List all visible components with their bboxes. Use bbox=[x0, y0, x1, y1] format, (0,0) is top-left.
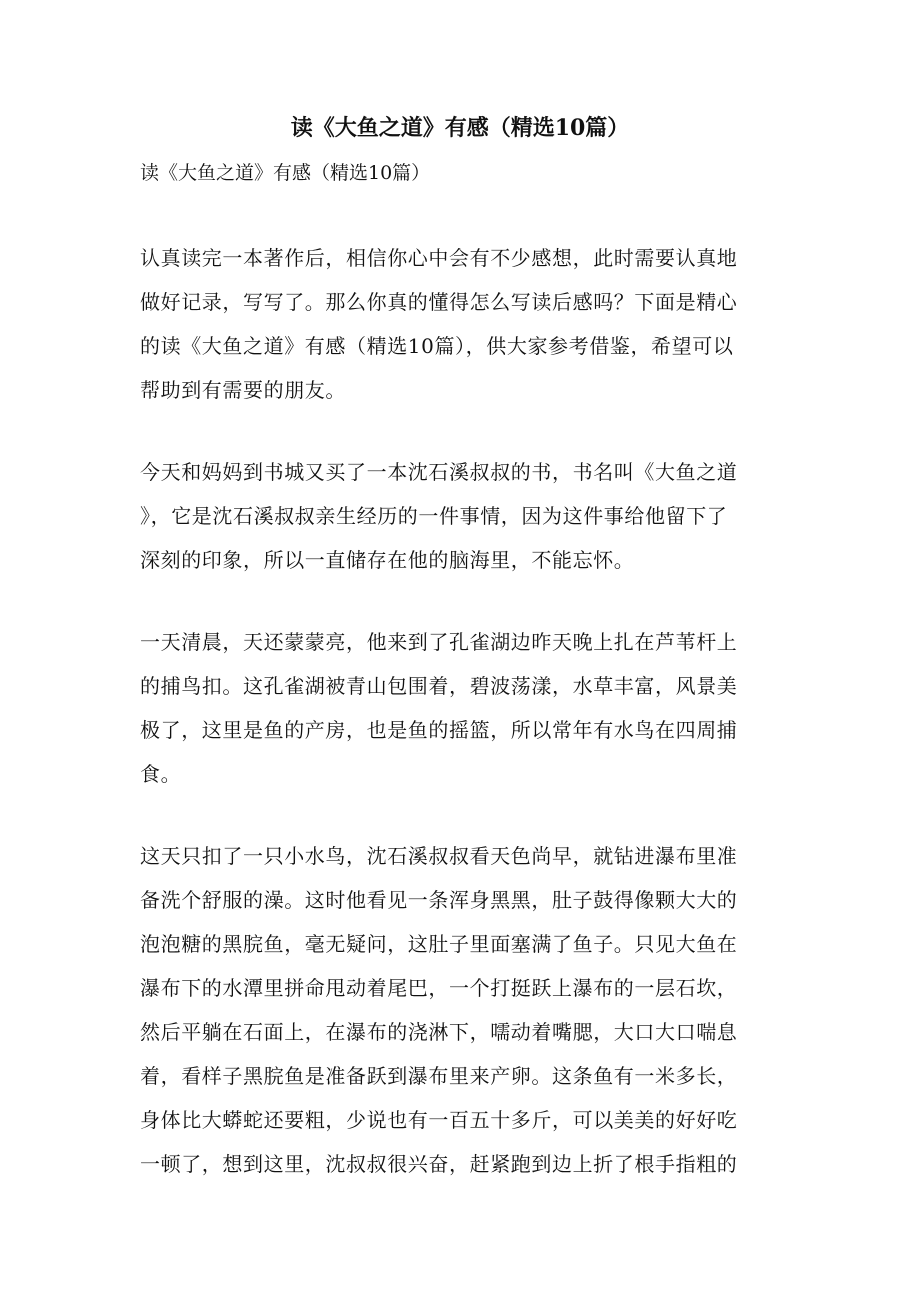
paragraph bbox=[140, 834, 772, 1186]
text-line: 食。 bbox=[140, 762, 182, 786]
text-line: 》，它是沈石溪叔叔亲生经历的一件事情，因为这件事给他留下了 bbox=[140, 504, 728, 528]
document-body bbox=[140, 236, 772, 1224]
paragraph bbox=[140, 620, 772, 796]
text-line: 帮助到有需要的朋友。 bbox=[140, 378, 346, 402]
text-line: 做好记录，写写了。那么你真的懂得怎么写读后感吗？下面是精心 bbox=[140, 290, 738, 314]
text-line: 的捕鸟扣。这孔雀湖被青山包围着，碧波荡漾，水草丰富，风景美 bbox=[140, 674, 738, 698]
text-line: 今天和妈妈到书城又买了一本沈石溪叔叔的书，书名叫《大鱼之道 bbox=[140, 460, 738, 484]
text-line: 一天清晨，天还蒙蒙亮，他来到了孔雀湖边昨天晚上扎在芦苇杆上 bbox=[140, 630, 738, 654]
text-line: 着，看样子黑脘鱼是准备跃到瀑布里来产卵。这条鱼有一米多长， bbox=[140, 1064, 738, 1088]
text-line: 一顿了，想到这里，沈叔叔很兴奋，赶紧跑到边上折了根手指粗的 bbox=[140, 1152, 738, 1176]
text-line: 身体比大蟒蛇还要粗，少说也有一百五十多斤，可以美美的好好吃 bbox=[140, 1108, 738, 1132]
text-line: 认真读完一本著作后，相信你心中会有不少感想，此时需要认真地 bbox=[140, 246, 738, 270]
document-title: 读《大鱼之道》有感（精选10篇） bbox=[290, 115, 630, 141]
text-line: 的读《大鱼之道》有感（精选10篇），供大家参考借鉴，希望可以 bbox=[140, 334, 734, 358]
paragraph bbox=[140, 450, 772, 582]
text-line: 瀑布下的水潭里拼命甩动着尾巴，一个打挺跃上瀑布的一层石坎， bbox=[140, 976, 738, 1000]
document-subtitle: 读《大鱼之道》有感（精选10篇） bbox=[140, 162, 431, 184]
text-line: 这天只扣了一只小水鸟，沈石溪叔叔看天色尚早，就钻进瀑布里准 bbox=[140, 844, 738, 868]
paragraph bbox=[140, 236, 772, 412]
text-line: 深刻的印象，所以一直储存在他的脑海里，不能忘怀。 bbox=[140, 548, 635, 572]
text-line: 备洗个舒服的澡。这时他看见一条浑身黑黑，肚子鼓得像颗大大的 bbox=[140, 888, 738, 912]
text-line: 泡泡糖的黑脘鱼，毫无疑问，这肚子里面塞满了鱼子。只见大鱼在 bbox=[140, 932, 738, 956]
text-line: 极了，这里是鱼的产房，也是鱼的摇篮，所以常年有水鸟在四周捕 bbox=[140, 718, 738, 742]
text-line: 然后平躺在石面上，在瀑布的浇淋下，嚅动着嘴腮，大口大口喘息 bbox=[140, 1020, 738, 1044]
